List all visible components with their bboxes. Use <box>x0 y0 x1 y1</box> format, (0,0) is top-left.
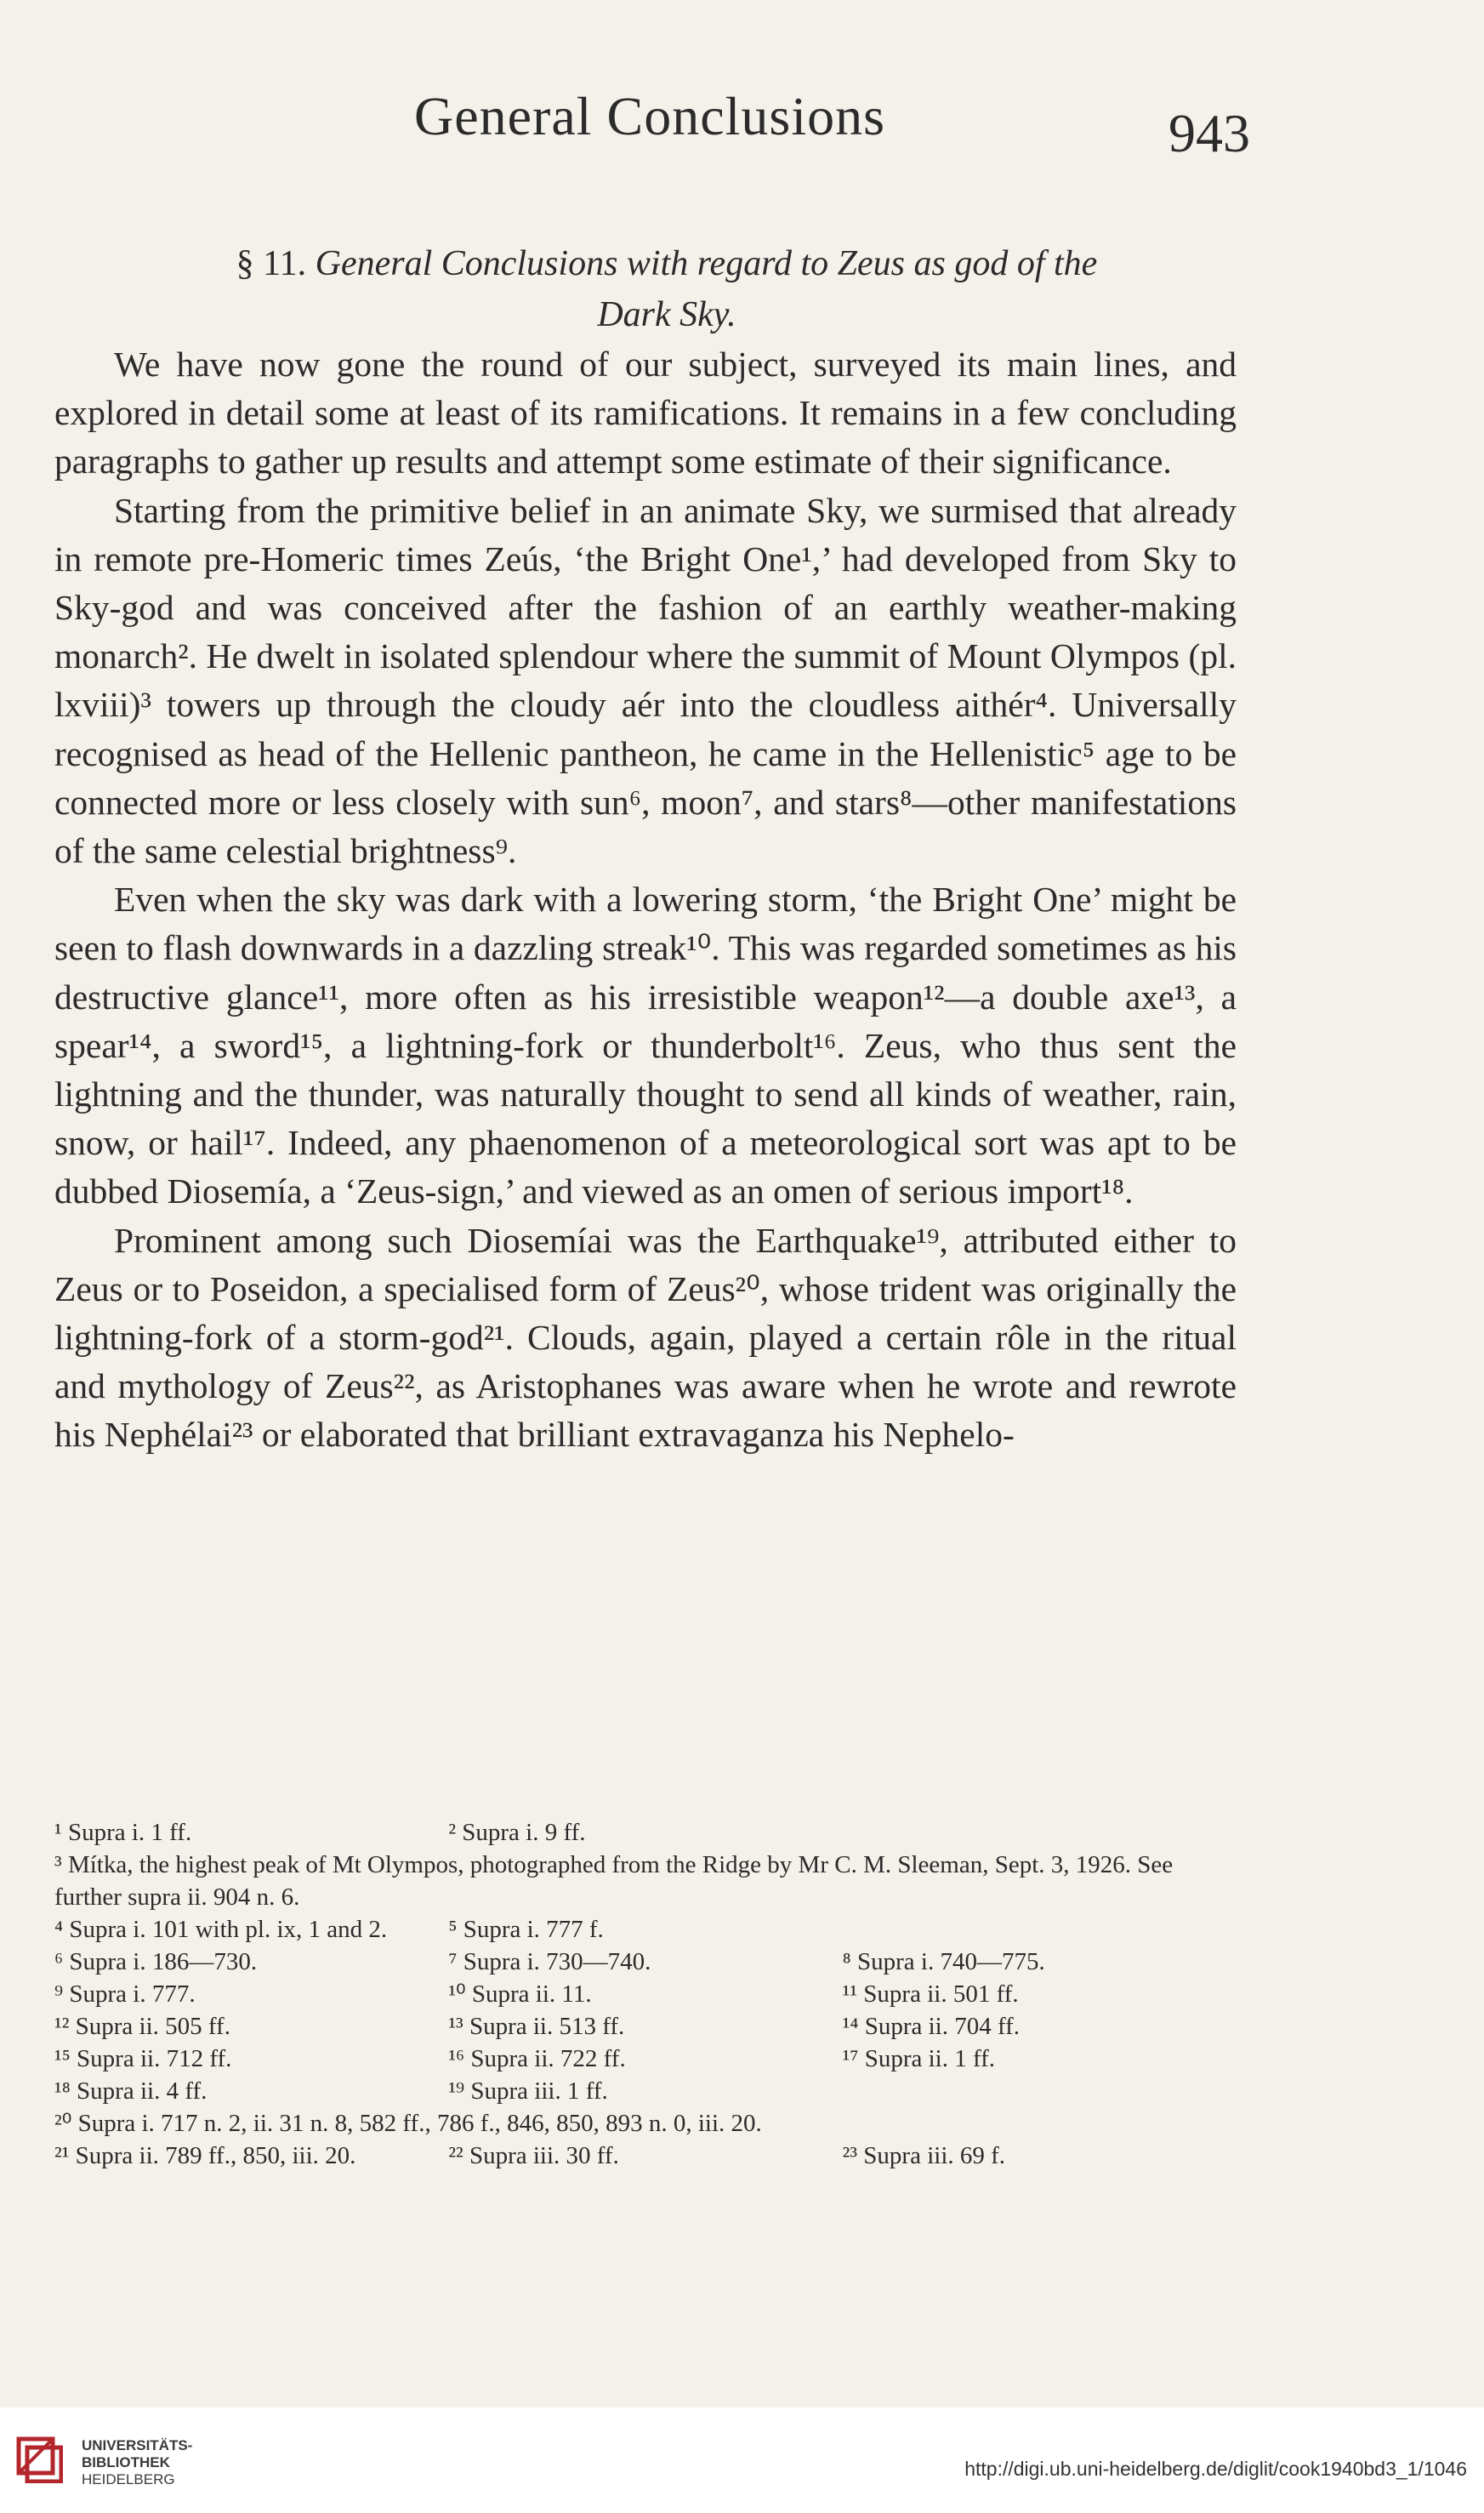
footnote-row <box>54 1946 1237 1978</box>
footnote-row <box>54 2043 1237 2075</box>
footnote-12: ¹² Supra ii. 505 ff. <box>54 2013 230 2040</box>
paragraph-2: Starting from the primitive belief in an animate Sky, we surmised that already in remote pre-Homeric times Zeús, ‘the Bright One¹,’ had developed from Sky to Sky-god and was conceived after the fashion of an earthly weather-making monarch². He dwelt in isolated splendour where the summit of Mount Olympos (pl. lxviii)³ towers up through the cloudy aér into the cloudless aithér⁴. Universally recognised as head of the Hellenic pantheon, he came in the Hellenistic⁵ age to be connected more or less closely with sun⁶, moon⁷, and stars⁸—other manifestations of the same celestial brightness⁹. <box>54 490 1237 871</box>
footnote-row <box>54 2010 1237 2043</box>
source-url-link[interactable]: http://digi.ub.uni-heidelberg.de/diglit/cook1940bd3_1/1046 <box>964 2458 1467 2480</box>
footnote-15: ¹⁵ Supra ii. 712 ff. <box>54 2045 232 2072</box>
footnote-row <box>54 1978 1237 2010</box>
footnote-10: ¹⁰ Supra ii. 11. <box>448 1980 592 2008</box>
footnote-19: ¹⁹ Supra iii. 1 ff. <box>448 2077 608 2105</box>
footnote-row <box>54 2075 1237 2107</box>
footnote-17: ¹⁷ Supra ii. 1 ff. <box>842 2045 996 2072</box>
footnote-3: ³ Mítka, the highest peak of Mt Olympos, photographed from the Ridge by Mr C. M. Sleeman, Sept. 3, 1926. See further supra ii. 904 n. 6. <box>54 1851 1174 1911</box>
footnote-7: ⁷ Supra i. 730—740. <box>448 1948 651 1975</box>
library-logo-icon <box>15 2436 63 2483</box>
footnote-4: ⁴ Supra i. 101 with pl. ix, 1 and 2. <box>54 1916 388 1943</box>
footnote-22: ²² Supra iii. 30 ff. <box>448 2142 619 2169</box>
footnote-empty <box>843 1816 1237 1849</box>
footer-bar <box>0 2420 1484 2513</box>
paragraph-4: Prominent among such Diosemíai was the Earthquake¹⁹, attributed either to Zeus or to Poseidon, a specialised form of Zeus²⁰, whose trident was originally the lightning-fork of a storm-god²¹. Clouds, again, played a certain rôle in the ritual and mythology of Zeus²², as Aristophanes was aware when he wrote and rewrote his Nephélai²³ or elaborated that brilliant extravaganza his Nephelo- <box>54 1220 1237 1455</box>
footnote-9: ⁹ Supra i. 777. <box>54 1980 196 2008</box>
paragraph-3: Even when the sky was dark with a lowering storm, ‘the Bright One’ might be seen to flash downwards in a dazzling streak¹⁰. This was regarded sometimes as his destructive glance¹¹, more often as his irresistible weapon¹²—a double axe¹³, a spear¹⁴, a sword¹⁵, a lightning-fork or thunderbolt¹⁶. Zeus, who thus sent the lightning and the thunder, was naturally thought to send all kinds of weather, rain, snow, or hail¹⁷. Indeed, any phaenomenon of a meteorological sort was apt to be dubbed Diosemía, a ‘Zeus-sign,’ and viewed as an omen of serious import¹⁸. <box>54 880 1237 1211</box>
footnote-row <box>54 1913 1237 1946</box>
section-number: § 11. <box>236 244 307 283</box>
footnote-2: ² Supra i. 9 ff. <box>448 1819 586 1846</box>
footnote-row <box>54 2107 1237 2140</box>
footnote-row <box>54 1849 1237 1913</box>
footnotes <box>54 1816 1237 2172</box>
footnote-21: ²¹ Supra ii. 789 ff., 850, iii. 20. <box>54 2142 356 2169</box>
footnote-16: ¹⁶ Supra ii. 722 ff. <box>448 2045 626 2072</box>
footnote-row <box>54 1816 1237 1849</box>
footnote-23: ²³ Supra iii. 69 f. <box>842 2142 1006 2169</box>
footnote-18: ¹⁸ Supra ii. 4 ff. <box>54 2077 208 2105</box>
section-title-line1: General Conclusions with regard to Zeus as god of the <box>315 244 1098 283</box>
section-heading <box>54 238 1279 340</box>
running-head: General Conclusions <box>414 86 885 146</box>
footnote-11: ¹¹ Supra ii. 501 ff. <box>842 1980 1019 2008</box>
footnote-6: ⁶ Supra i. 186—730. <box>54 1948 258 1975</box>
footnote-empty <box>843 1913 1237 1946</box>
library-name: UNIVERSITÄTS- BIBLIOTHEK HEIDELBERG <box>82 2437 193 2487</box>
footnote-row <box>54 2140 1237 2172</box>
paragraph-1: We have now gone the round of our subject, surveyed its main lines, and explored in detail some at least of its ramifications. It remains in a few concluding paragraphs to gather up results and attempt some estimate of their significance. <box>54 345 1237 482</box>
section-title-line2: Dark Sky. <box>597 295 736 334</box>
footnote-empty <box>843 2075 1237 2107</box>
footnote-8: ⁸ Supra i. 740—775. <box>842 1948 1045 1975</box>
page-number: 943 <box>1168 103 1250 163</box>
footnote-14: ¹⁴ Supra ii. 704 ff. <box>842 2013 1021 2040</box>
footnote-5: ⁵ Supra i. 777 f. <box>448 1916 604 1943</box>
footnote-13: ¹³ Supra ii. 513 ff. <box>448 2013 625 2040</box>
footnote-20: ²⁰ Supra i. 717 n. 2, ii. 31 n. 8, 582 ff., 786 f., 846, 850, 893 n. 0, iii. 20. <box>54 2110 762 2137</box>
footnote-1: ¹ Supra i. 1 ff. <box>54 1819 192 1846</box>
body-text <box>54 340 1237 1460</box>
